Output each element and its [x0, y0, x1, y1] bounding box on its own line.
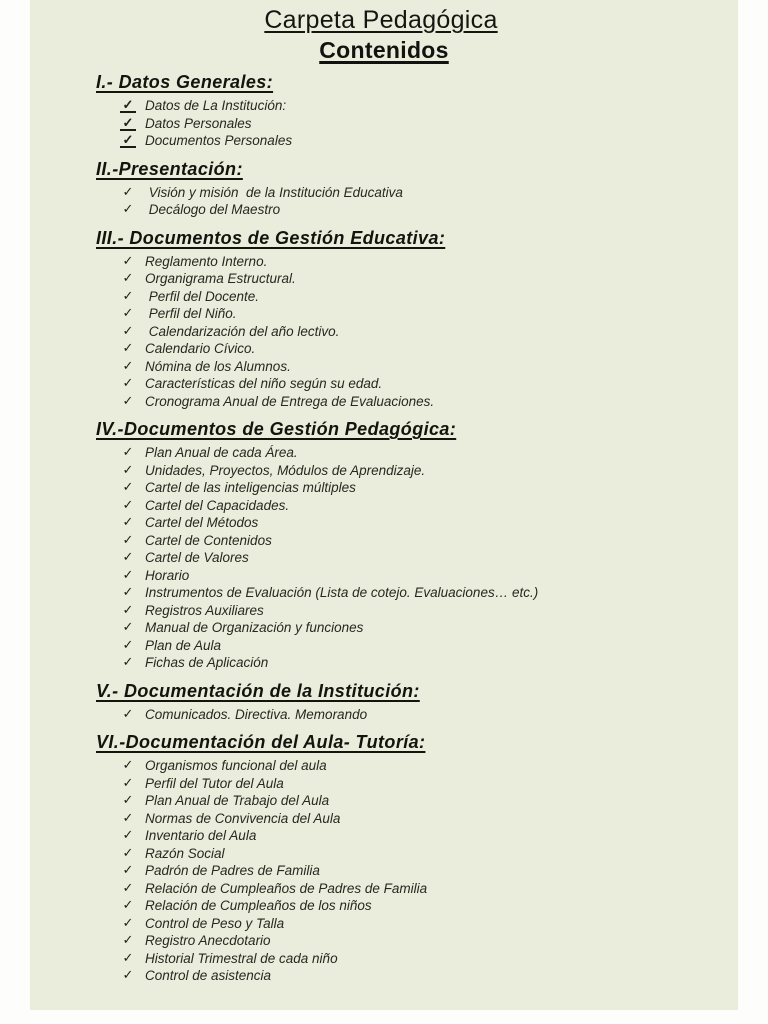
list-item-text: Cartel del Métodos [145, 515, 259, 530]
section-heading [96, 72, 738, 93]
checkmark-icon: ✓ [122, 914, 134, 930]
list-item-text: Perfil del Tutor del Aula [145, 775, 284, 791]
section-heading [96, 681, 738, 702]
list-item-text: Datos de La Institución: [145, 98, 287, 113]
checkmark-icon: ✓ [122, 601, 134, 617]
list-item-text: Cronograma Anual de Entrega de Evaluaciones. [145, 393, 435, 409]
list-item-text: Perfil del Niño. [145, 306, 237, 321]
checkmark-icon: ✓ [120, 133, 136, 148]
list-item [120, 394, 738, 412]
document-subtitle [30, 37, 738, 64]
checkmark-icon: ✓ [122, 322, 134, 338]
list-item [120, 707, 738, 725]
list-item [120, 863, 738, 881]
section-item-list [30, 758, 738, 986]
list-item [120, 846, 738, 864]
checkmark-icon: ✓ [122, 862, 134, 877]
list-item-text: Relación de Cumpleaños de los niños [145, 898, 372, 913]
list-item-text: Padrón de Padres de Familia [145, 863, 320, 878]
checkmark-icon: ✓ [122, 496, 134, 512]
section-heading [96, 419, 738, 440]
list-item-text: Calendarización del año lectivo. [145, 323, 340, 339]
document-subtitle-text: Contenidos [319, 37, 449, 63]
list-item-text: Normas de Convivencia del Aula [145, 810, 341, 826]
list-item [120, 585, 738, 603]
checkmark-icon: ✓ [122, 305, 134, 320]
list-item [120, 289, 738, 307]
list-item [120, 254, 738, 272]
list-item-text: Razón Social [145, 845, 225, 861]
document-sheet [30, 0, 738, 1010]
checkmark-icon: ✓ [122, 932, 134, 947]
checkmark-icon: ✓ [122, 897, 134, 912]
checkmark-icon: ✓ [122, 357, 134, 373]
list-item [120, 324, 738, 342]
checkmark-icon: ✓ [122, 827, 134, 842]
checkmark-icon: ✓ [122, 461, 134, 477]
list-item-text: Datos Personales [145, 115, 252, 131]
list-item-text: Manual de Organización y funciones [145, 620, 364, 635]
content-section [30, 228, 738, 412]
checkmark-icon: ✓ [122, 287, 134, 303]
list-item-text: Plan Anual de cada Área. [145, 445, 298, 460]
checkmark-icon: ✓ [122, 654, 134, 669]
section-heading-text: V.- Documentación de la Institución: [96, 680, 420, 701]
list-item [120, 655, 738, 673]
checkmark-icon: ✓ [122, 566, 134, 582]
list-item-text: Reglamento Interno. [145, 253, 268, 269]
section-heading-text: I.- Datos Generales: [96, 72, 274, 92]
document-title [30, 6, 738, 35]
list-item [120, 758, 738, 776]
list-item [120, 445, 738, 463]
section-item-list [30, 445, 738, 673]
list-item [120, 98, 738, 116]
list-item [120, 638, 738, 656]
list-item-text: Cartel de Valores [145, 550, 249, 565]
checkmark-icon: ✓ [122, 584, 134, 599]
list-item [120, 359, 738, 377]
section-item-list [30, 707, 738, 725]
list-item [120, 116, 738, 134]
checkmark-icon: ✓ [122, 514, 134, 529]
list-item-text: Registros Auxiliares [145, 602, 264, 618]
list-item-text: Cartel del Capacidades. [145, 497, 290, 513]
list-item [120, 568, 738, 586]
section-heading [96, 228, 738, 249]
list-item-text: Instrumentos de Evaluación (Lista de cotejo. Evaluaciones… etc.) [145, 585, 539, 600]
list-item [120, 271, 738, 289]
checkmark-icon: ✓ [122, 757, 134, 772]
section-heading-text: III.- Documentos de Gestión Educativa: [96, 227, 446, 248]
checkmark-icon: ✓ [122, 844, 134, 860]
checkmark-icon: ✓ [120, 116, 136, 131]
sections-container [30, 72, 738, 986]
list-item-text: Control de Peso y Talla [145, 915, 285, 931]
checkmark-icon: ✓ [122, 967, 134, 982]
section-heading-text: II.-Presentación: [96, 158, 243, 179]
list-item [120, 793, 738, 811]
content-section [30, 159, 738, 220]
list-item [120, 968, 738, 986]
list-item-text: Organismos funcional del aula [145, 758, 327, 773]
list-item-text: Cartel de Contenidos [145, 532, 272, 548]
list-item-text: Registro Anecdotario [145, 933, 271, 948]
list-item [120, 515, 738, 533]
section-heading [96, 732, 738, 753]
checkmark-icon: ✓ [122, 809, 134, 825]
list-item-text: Organigrama Estructural. [145, 271, 296, 286]
list-item-text: Fichas de Aplicación [145, 655, 269, 670]
section-heading-text: VI.-Documentación del Aula- Tutoría: [96, 732, 426, 752]
list-item-text: Historial Trimestral de cada niño [145, 950, 338, 966]
section-item-list [30, 98, 738, 151]
checkmark-icon: ✓ [122, 619, 134, 634]
list-item [120, 185, 738, 203]
list-item-text: Control de asistencia [145, 968, 272, 983]
list-item-text: Decálogo del Maestro [145, 202, 281, 217]
list-item-text: Cartel de las inteligencias múltiples [145, 480, 356, 495]
checkmark-icon: ✓ [122, 392, 134, 408]
checkmark-icon: ✓ [122, 879, 134, 895]
list-item [120, 376, 738, 394]
document-title-text: Carpeta Pedagógica [264, 6, 498, 34]
list-item [120, 463, 738, 481]
checkmark-icon: ✓ [122, 949, 134, 965]
checkmark-icon: ✓ [122, 201, 134, 216]
checkmark-icon: ✓ [122, 252, 134, 268]
list-item-text: Relación de Cumpleaños de Padres de Familia [145, 880, 428, 896]
list-item-text: Calendario Cívico. [145, 341, 256, 356]
list-item [120, 533, 738, 551]
list-item [120, 306, 738, 324]
list-item [120, 133, 738, 151]
list-item [120, 828, 738, 846]
content-section [30, 72, 738, 151]
list-item-text: Perfil del Docente. [145, 288, 260, 304]
checkmark-icon: ✓ [122, 270, 134, 285]
list-item-text: Nómina de los Alumnos. [145, 358, 291, 374]
checkmark-icon: ✓ [122, 375, 134, 390]
list-item-text: Comunicados. Directiva. Memorando [145, 706, 368, 722]
list-item [120, 811, 738, 829]
checkmark-icon: ✓ [122, 705, 134, 721]
checkmark-icon: ✓ [122, 636, 134, 652]
list-item-text: Visión y misión de la Institución Educativa [145, 184, 403, 200]
content-section [30, 732, 738, 986]
list-item [120, 933, 738, 951]
list-item [120, 881, 738, 899]
list-item [120, 480, 738, 498]
list-item-text: Unidades, Proyectos, Módulos de Aprendizaje. [145, 462, 426, 478]
list-item [120, 951, 738, 969]
list-item [120, 550, 738, 568]
list-item [120, 603, 738, 621]
list-item [120, 202, 738, 220]
section-heading-text: IV.-Documentos de Gestión Pedagógica: [96, 419, 457, 439]
list-item-text: Documentos Personales [145, 133, 293, 148]
checkmark-icon: ✓ [122, 183, 134, 199]
list-item [120, 898, 738, 916]
list-item-text: Características del niño según su edad. [145, 376, 383, 391]
checkmark-icon: ✓ [120, 98, 136, 113]
list-item [120, 498, 738, 516]
checkmark-icon: ✓ [122, 444, 134, 459]
checkmark-icon: ✓ [122, 479, 134, 494]
list-item [120, 916, 738, 934]
list-item-text: Plan de Aula [145, 637, 222, 653]
checkmark-icon: ✓ [122, 774, 134, 790]
content-section [30, 681, 738, 725]
list-item [120, 341, 738, 359]
checkmark-icon: ✓ [122, 549, 134, 564]
checkmark-icon: ✓ [122, 531, 134, 547]
list-item [120, 620, 738, 638]
list-item [120, 776, 738, 794]
section-item-list [30, 185, 738, 220]
checkmark-icon: ✓ [122, 792, 134, 807]
section-heading [96, 159, 738, 180]
list-item-text: Plan Anual de Trabajo del Aula [145, 793, 330, 808]
content-section [30, 419, 738, 673]
list-item-text: Horario [145, 567, 190, 583]
list-item-text: Inventario del Aula [145, 828, 257, 843]
checkmark-icon: ✓ [122, 340, 134, 355]
section-item-list [30, 254, 738, 412]
